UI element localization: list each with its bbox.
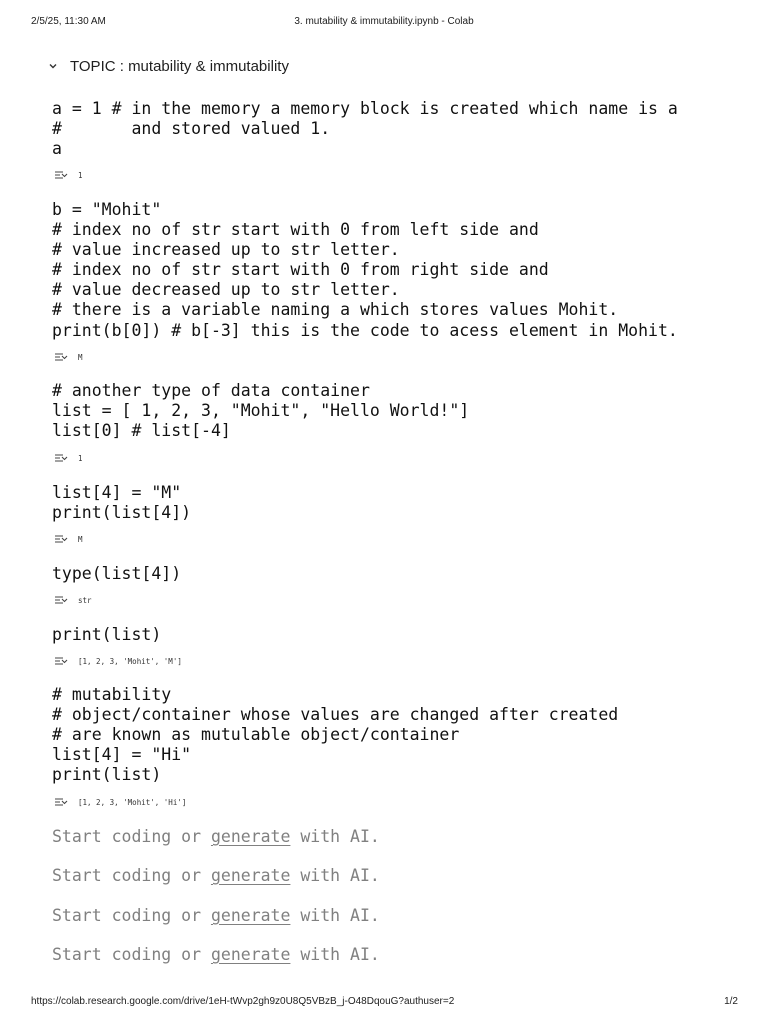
code-cell[interactable] <box>52 564 181 584</box>
placeholder-text: with AI. <box>290 906 380 925</box>
print-datetime: 2/5/25, 11:30 AM <box>31 16 106 27</box>
code-line: type(list[4]) <box>52 564 182 583</box>
code-line: list[4] = "M" <box>52 483 182 502</box>
code-line: # object/container whose values are changed after created <box>52 705 619 725</box>
output-text: M <box>78 534 83 544</box>
output-text: [1, 2, 3, 'Mohit', 'M'] <box>78 656 182 666</box>
code-line: list[0] # list[-4] <box>52 421 231 441</box>
output-toggle-icon[interactable] <box>54 655 68 667</box>
code-line: # there is a variable naming a which stores values Mohit. <box>52 300 619 320</box>
generate-link[interactable]: generate <box>210 906 291 925</box>
print-url: https://colab.research.google.com/drive/1eH-tWvp2gh9z0U8Q5VBzB_j-O48DqouG?authuser=2 <box>31 996 455 1007</box>
generate-link[interactable]: generate <box>210 866 291 885</box>
code-line: # another type of data container <box>52 381 370 400</box>
cell-output <box>54 594 92 606</box>
cell-output <box>54 452 83 464</box>
output-text: 1 <box>78 170 83 180</box>
section-header[interactable] <box>48 56 289 76</box>
code-line: list[4] = "Hi" <box>52 745 192 765</box>
code-cell[interactable] <box>52 200 678 341</box>
code-cell[interactable] <box>52 625 161 645</box>
empty-code-cell[interactable] <box>52 827 380 847</box>
code-line: print(list) <box>52 625 162 644</box>
print-page-title: 3. mutability & immutability.ipynb - Colab <box>294 16 474 27</box>
code-cell[interactable] <box>52 483 191 523</box>
output-toggle-icon[interactable] <box>54 351 68 363</box>
output-toggle-icon[interactable] <box>54 796 68 808</box>
section-title: TOPIC : mutability & immutability <box>70 57 289 75</box>
placeholder-text: Start coding or <box>52 866 211 885</box>
code-line: # are known as mutulable object/container <box>52 725 460 745</box>
empty-code-cell[interactable] <box>52 906 380 926</box>
generate-link[interactable]: generate <box>210 827 291 846</box>
placeholder-text: with AI. <box>290 866 380 885</box>
cell-output <box>54 655 182 667</box>
code-line: # and stored valued 1. <box>52 119 331 139</box>
code-line: # index no of str start with 0 from right side and <box>52 260 549 280</box>
placeholder-text: with AI. <box>290 827 380 846</box>
code-line: print(b[0]) # b[-3] this is the code to acess element in Mohit. <box>52 320 678 340</box>
placeholder-text: Start coding or <box>52 827 211 846</box>
code-line: # value decreased up to str letter. <box>52 280 400 300</box>
code-line: print(list[4]) <box>52 503 192 523</box>
output-text: [1, 2, 3, 'Mohit', 'Hi'] <box>78 797 187 807</box>
code-cell[interactable] <box>52 381 469 441</box>
cell-output <box>54 351 83 363</box>
output-toggle-icon[interactable] <box>54 169 68 181</box>
code-line: list = [ 1, 2, 3, "Mohit", "Hello World!"] <box>52 401 470 421</box>
empty-code-cell[interactable] <box>52 945 380 965</box>
code-line: print(list) <box>52 765 162 785</box>
cell-output <box>54 796 186 808</box>
output-toggle-icon[interactable] <box>54 452 68 464</box>
output-toggle-icon[interactable] <box>54 594 68 606</box>
code-cell[interactable] <box>52 685 618 785</box>
placeholder-text: Start coding or <box>52 945 211 964</box>
code-line: # index no of str start with 0 from left side and <box>52 220 539 240</box>
code-line: # value increased up to str letter. <box>52 240 400 260</box>
cell-output <box>54 533 83 545</box>
code-line: # mutability <box>52 685 172 704</box>
output-toggle-icon[interactable] <box>54 533 68 545</box>
placeholder-text: with AI. <box>290 945 380 964</box>
code-cell[interactable] <box>52 99 678 159</box>
print-page-number: 1/2 <box>724 996 738 1007</box>
chevron-down-icon[interactable] <box>48 61 58 71</box>
code-line: b = "Mohit" <box>52 200 162 219</box>
generate-link[interactable]: generate <box>210 945 291 964</box>
code-line: a <box>52 139 62 159</box>
cell-output <box>54 169 83 181</box>
empty-code-cell[interactable] <box>52 866 380 886</box>
output-text: 1 <box>78 453 83 463</box>
output-text: M <box>78 352 83 362</box>
code-line: a = 1 # in the memory a memory block is created which name is a <box>52 99 678 118</box>
placeholder-text: Start coding or <box>52 906 211 925</box>
output-text: str <box>78 595 92 605</box>
